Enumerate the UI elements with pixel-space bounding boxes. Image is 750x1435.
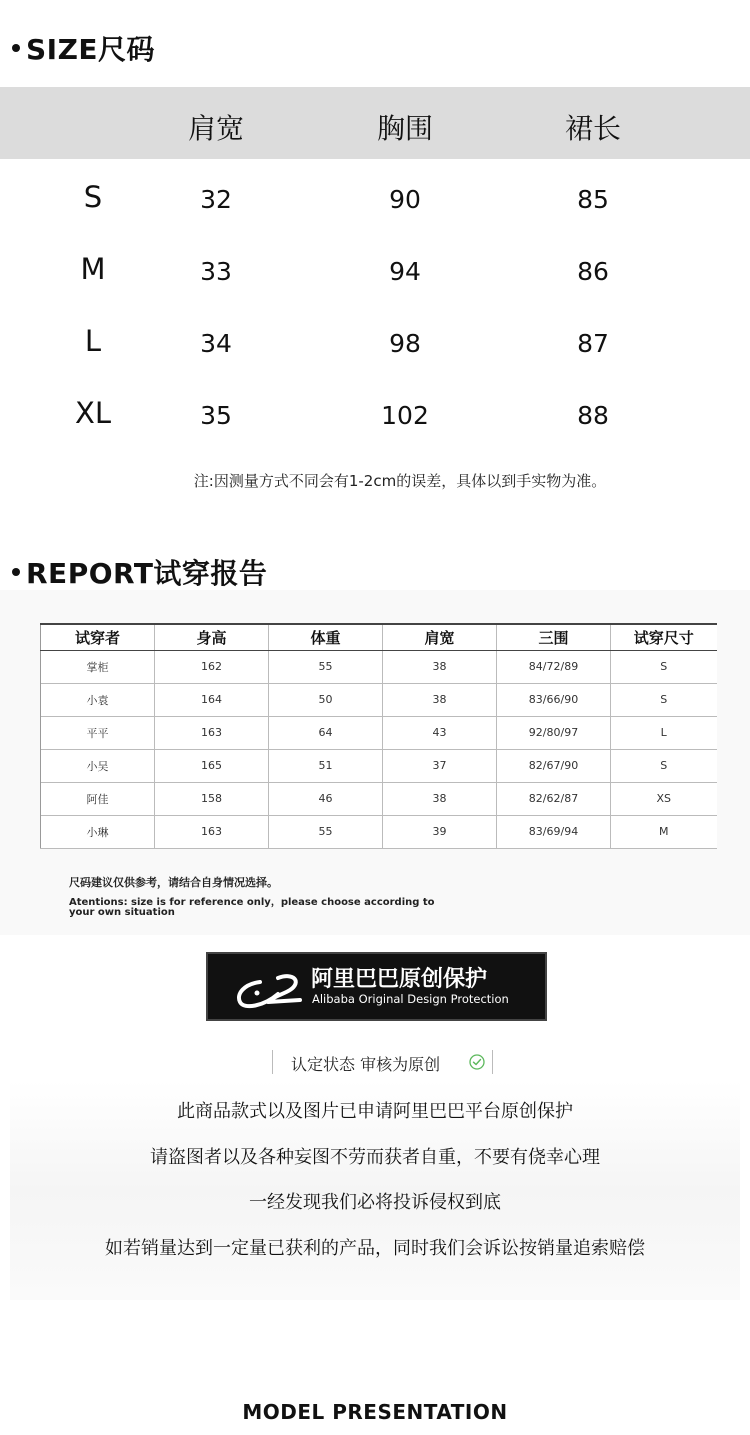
size-cell: 86	[577, 257, 609, 286]
protection-line: 一经发现我们必将投诉侵权到底	[249, 1192, 501, 1213]
report-header-cell: 体重	[269, 624, 383, 650]
report-note-en-1: Atentions: size is for reference only，please choose according to	[69, 897, 435, 908]
report-cell: 平平	[41, 716, 155, 749]
size-header-shoulder: 肩宽	[187, 112, 244, 145]
size-row-label: S	[83, 180, 103, 214]
size-cell: 94	[389, 257, 421, 286]
table-row	[41, 683, 717, 716]
report-cell: L	[611, 716, 717, 749]
report-cell: 162	[155, 650, 269, 683]
status-text: 认定状态 审核为原创	[291, 1055, 441, 1074]
badge-subtitle: Alibaba Original Design Protection	[312, 992, 509, 1006]
report-cell: S	[611, 683, 717, 716]
report-table	[40, 623, 717, 849]
report-cell: 55	[269, 815, 383, 848]
size-cell: 85	[577, 185, 609, 214]
report-cell: 83/69/94	[497, 815, 611, 848]
report-cell: 39	[383, 815, 497, 848]
bullet-dot-icon	[12, 44, 20, 52]
size-cell: 90	[389, 185, 421, 214]
report-cell: 163	[155, 815, 269, 848]
report-header-row	[41, 624, 717, 650]
report-header-cell: 试穿尺寸	[611, 624, 717, 650]
protection-line: 此商品款式以及图片已申请阿里巴巴平台原创保护	[177, 1101, 573, 1122]
report-cell: 92/80/97	[497, 716, 611, 749]
report-cell: 164	[155, 683, 269, 716]
report-cell: 小琳	[41, 815, 155, 848]
report-cell: 163	[155, 716, 269, 749]
protection-line: 如若销量达到一定量已获利的产品，同时我们会诉讼按销量追索赔偿	[105, 1238, 645, 1259]
badge-title: 阿里巴巴原创保护	[311, 967, 488, 992]
report-cell: 158	[155, 782, 269, 815]
size-cell: 32	[200, 185, 232, 214]
check-circle-icon	[469, 1054, 485, 1070]
report-cell: 38	[383, 650, 497, 683]
table-row	[41, 749, 717, 782]
report-cell: 38	[383, 683, 497, 716]
alibaba-protection-badge	[206, 952, 547, 1021]
size-cell: 34	[200, 329, 232, 358]
report-cell: 小袁	[41, 683, 155, 716]
report-cell: 46	[269, 782, 383, 815]
table-row	[41, 716, 717, 749]
report-cell: 51	[269, 749, 383, 782]
size-cell: 87	[577, 329, 609, 358]
size-note: 注:因测量方式不同会有1-2cm的误差，具体以到手实物为准。	[193, 472, 607, 490]
report-cell: 50	[269, 683, 383, 716]
size-row-label: L	[84, 324, 102, 358]
size-header-length: 裙长	[564, 112, 621, 145]
report-header-cell: 肩宽	[383, 624, 497, 650]
report-header-cell: 身高	[155, 624, 269, 650]
report-cell: 165	[155, 749, 269, 782]
report-cell: S	[611, 749, 717, 782]
report-cell: 84/72/89	[497, 650, 611, 683]
report-cell: 43	[383, 716, 497, 749]
divider	[272, 1050, 273, 1074]
report-header-cell: 试穿者	[41, 624, 155, 650]
protection-line: 请盗图者以及各种妄图不劳而获者自重，不要有侥幸心理	[150, 1147, 600, 1168]
size-cell: 33	[200, 257, 232, 286]
report-header-cell: 三围	[497, 624, 611, 650]
bullet-dot-icon	[12, 568, 20, 576]
size-cell: 35	[200, 401, 232, 430]
size-section-title: SIZE尺码	[12, 28, 155, 68]
size-row-label: M	[80, 252, 106, 286]
report-cell: XS	[611, 782, 717, 815]
report-cell: 55	[269, 650, 383, 683]
alibaba-logo-icon	[230, 964, 310, 1014]
report-cell: 38	[383, 782, 497, 815]
report-section-title: REPORT试穿报告	[12, 552, 267, 592]
model-section-title: MODEL PRESENTATION	[242, 1400, 508, 1424]
status-row	[272, 1050, 498, 1074]
table-row	[41, 782, 717, 815]
report-cell: 小吴	[41, 749, 155, 782]
report-cell: 64	[269, 716, 383, 749]
report-cell: 82/62/87	[497, 782, 611, 815]
report-cell: 37	[383, 749, 497, 782]
report-cell: S	[611, 650, 717, 683]
report-cell: 掌柜	[41, 650, 155, 683]
size-cell: 102	[381, 401, 429, 430]
size-cell: 88	[577, 401, 609, 430]
report-note-en-2: your own situation	[69, 907, 175, 918]
report-note-cn: 尺码建议仅供参考，请结合自身情况选择。	[69, 876, 278, 889]
report-cell: M	[611, 815, 717, 848]
report-cell: 83/66/90	[497, 683, 611, 716]
report-cell: 82/67/90	[497, 749, 611, 782]
size-header-bust: 胸围	[376, 112, 433, 145]
size-cell: 98	[389, 329, 421, 358]
table-row	[41, 815, 717, 848]
size-row-label: XL	[74, 396, 112, 430]
table-row	[41, 650, 717, 683]
report-cell: 阿佳	[41, 782, 155, 815]
divider	[492, 1050, 493, 1074]
